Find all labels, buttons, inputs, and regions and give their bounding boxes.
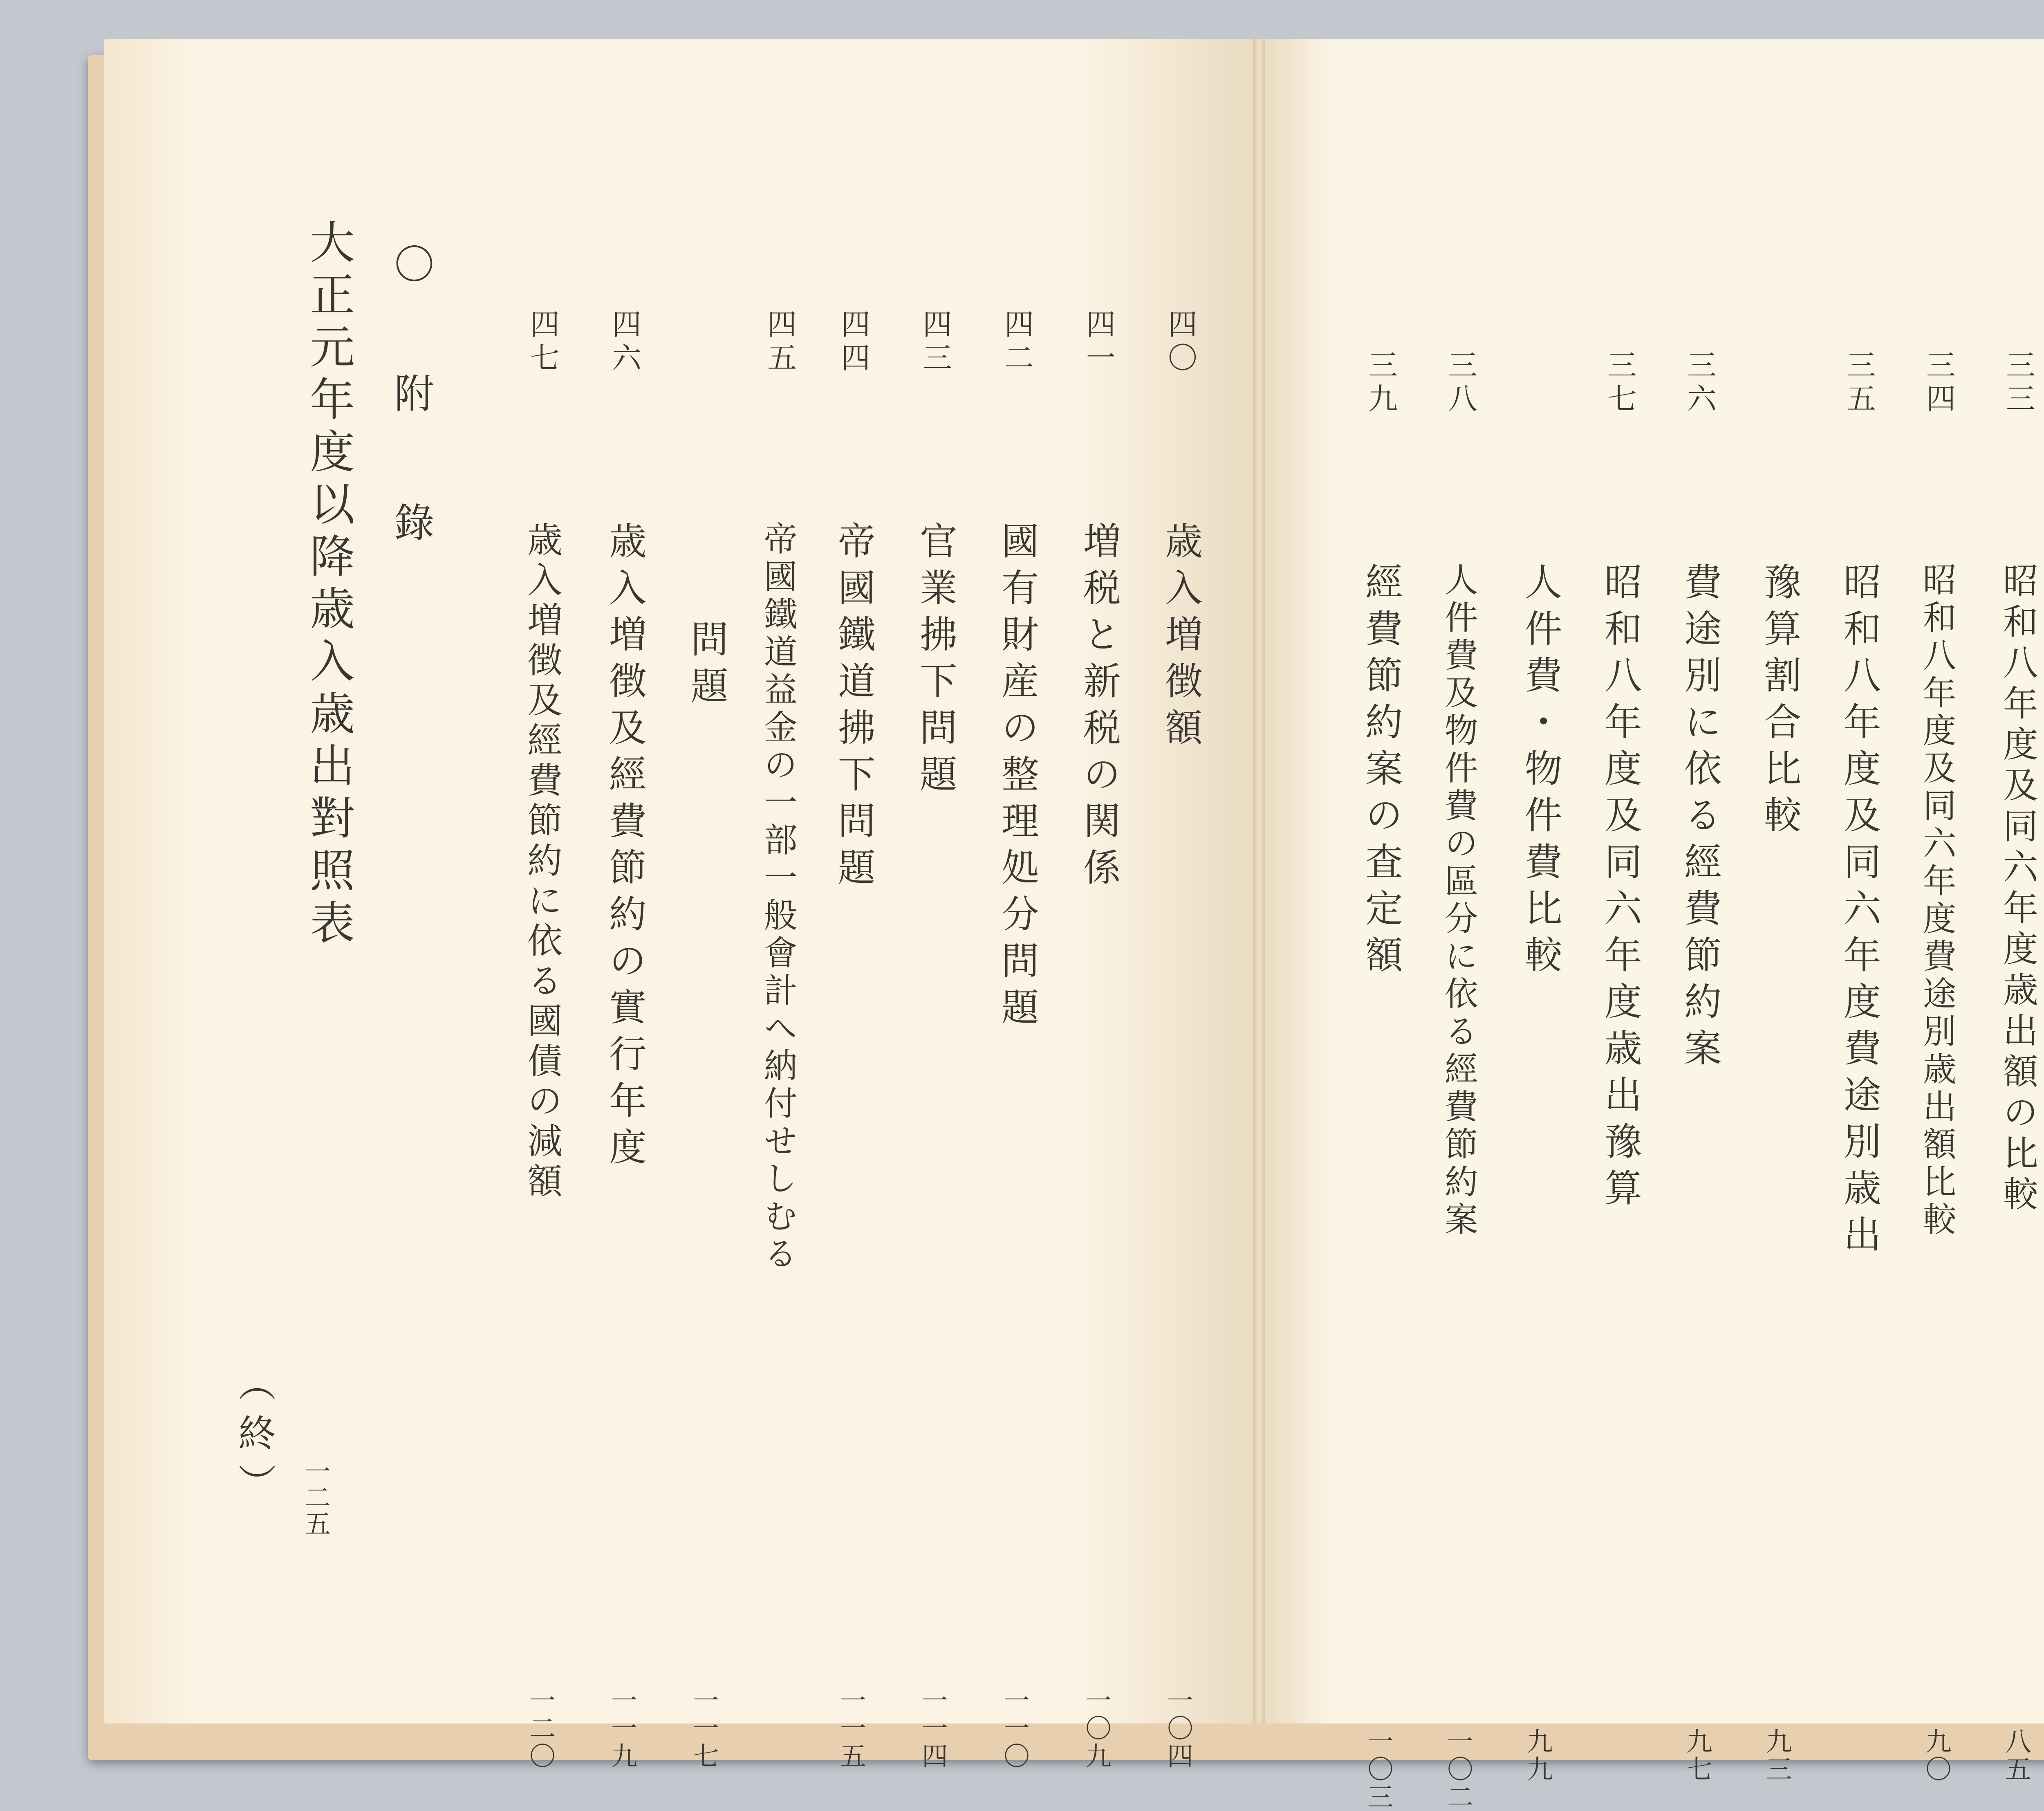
- entry-number: 四一: [1081, 309, 1116, 376]
- entry-page: 一〇九: [1081, 1687, 1111, 1770]
- book-gutter: [1253, 39, 1265, 1723]
- entry-number: 三三: [2001, 350, 2035, 417]
- entry-number: 四四: [836, 309, 870, 376]
- entry-page: 一一九: [607, 1687, 637, 1770]
- entry-number: 四七: [525, 309, 560, 376]
- entry-page: 九〇: [1921, 1728, 1951, 1783]
- entry-page: 一一四: [917, 1687, 948, 1770]
- entry-page: 一一〇: [999, 1687, 1029, 1770]
- entry-number: 四〇: [1163, 309, 1197, 376]
- entry-title: 昭和八年度及同六年度歳出豫算: [1598, 562, 1642, 1215]
- appendix-label: 〇 附 錄: [388, 243, 434, 566]
- entry-title: 歳入増徴及經費節約に依る國債の減額: [521, 521, 562, 1203]
- entry-number: 四六: [607, 309, 641, 376]
- entry-title: 歳入増徴及經費節約の實行年度: [603, 521, 647, 1174]
- entry-page: 九九: [1522, 1728, 1553, 1783]
- entry-number: 四二: [1000, 309, 1034, 376]
- entry-title: 人件費・物件費比較: [1518, 562, 1562, 982]
- entry-title: 増税と新税の関係: [1077, 521, 1121, 894]
- right-page: [1265, 39, 2044, 1811]
- entry-number: 三四: [1921, 350, 1956, 417]
- entry-title: 昭和八年度及同六年度歳出額の比較: [1997, 562, 2038, 1216]
- open-book: [88, 39, 2044, 1811]
- entry-number: 三八: [1443, 350, 1477, 417]
- entry-title: 昭和八年度及同六年度費途別歳出: [1837, 562, 1881, 1261]
- entry-number: 四五: [762, 309, 797, 376]
- entry-title: 歳入増徴額: [1159, 521, 1203, 754]
- entry-title: 費途別に依る經費節約案: [1678, 562, 1722, 1075]
- entry-number: 三五: [1842, 350, 1876, 417]
- appendix-page: 一二五: [300, 1458, 330, 1536]
- appendix-title: 大正元年度以降歳入歳出對照表: [303, 219, 355, 952]
- entry-page: 一〇二: [1443, 1728, 1473, 1811]
- entry-page: 九三: [1762, 1728, 1792, 1783]
- entry-title: 人件費及物件費の區分に依る經費節約案: [1439, 562, 1478, 1239]
- entry-title: 豫算割合比較: [1757, 562, 1802, 842]
- entry-page: 一一七: [688, 1687, 719, 1770]
- entry-page: 一〇三: [1363, 1728, 1393, 1811]
- entry-title: 國有財産の整理処分問題: [995, 521, 1039, 1034]
- entry-title: 官業拂下問題: [913, 521, 957, 801]
- entry-number: 三七: [1602, 350, 1637, 417]
- entry-title: 昭和八年度及同六年度費途別歳出額比較: [1917, 562, 1957, 1239]
- entry-number: 四三: [918, 309, 952, 376]
- entry-title: 帝國鐵道拂下問題: [831, 521, 876, 894]
- entry-title: 經費節約案の査定額: [1359, 562, 1403, 982]
- entry-title: 問題: [684, 619, 728, 713]
- entry-page: 八五: [2001, 1728, 2031, 1783]
- left-page: [104, 39, 1253, 1770]
- entry-number: 三六: [1682, 350, 1717, 417]
- entry-page: 一〇四: [1163, 1687, 1193, 1770]
- entry-page: 一一五: [836, 1687, 866, 1770]
- entry-page: 九七: [1682, 1728, 1712, 1783]
- end-mark: （終）: [232, 1364, 276, 1513]
- entry-number: 三九: [1363, 350, 1398, 417]
- entry-page: 一二〇: [525, 1687, 555, 1770]
- entry-title: 帝國鐵道益金の一部一般會計へ納付せしむる: [758, 521, 798, 1274]
